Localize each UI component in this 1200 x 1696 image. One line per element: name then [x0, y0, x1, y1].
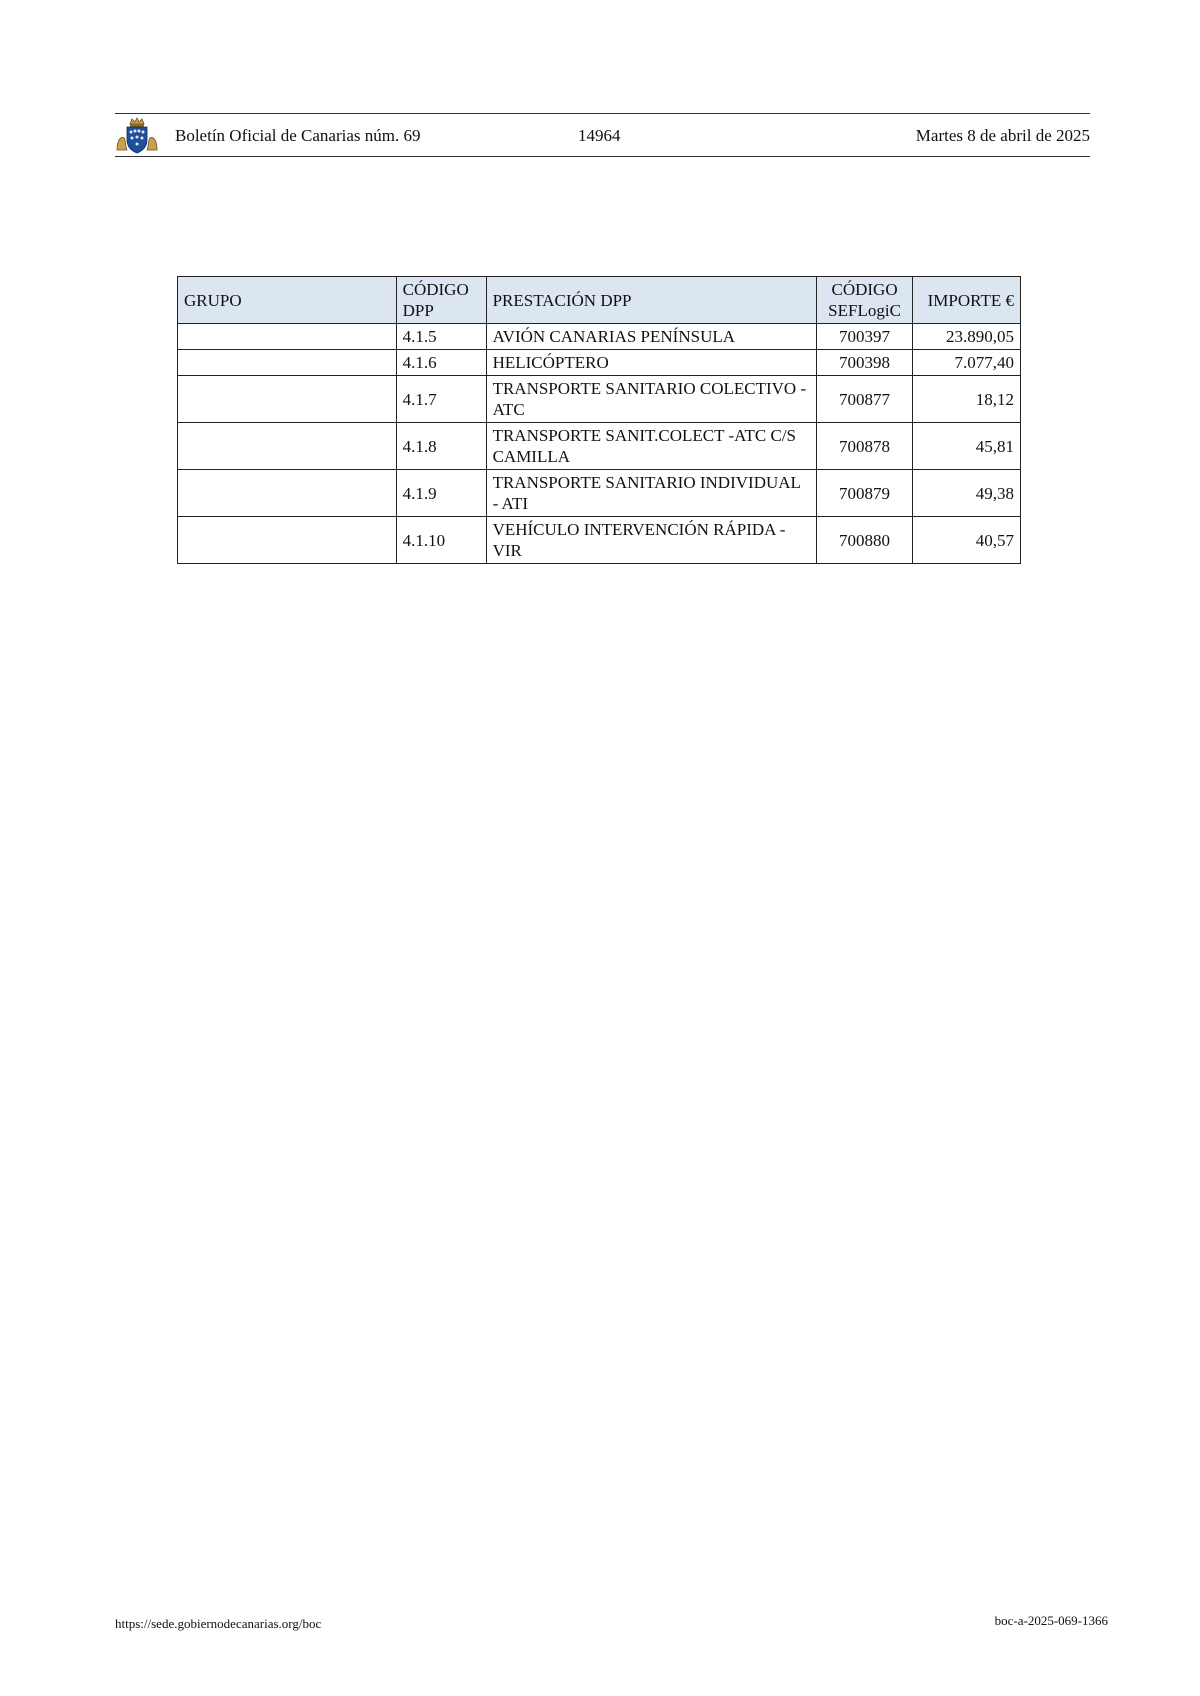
cell-codigo-dpp: 4.1.9 [396, 470, 486, 517]
col-header-codigo-dpp: CÓDIGO DPP [396, 277, 486, 324]
canarias-coat-of-arms-icon [115, 116, 159, 154]
cell-prestacion: TRANSPORTE SANIT.COLECT -ATC C/S CAMILLA [486, 423, 816, 470]
cell-prestacion: TRANSPORTE SANITARIO COLECTIVO - ATC [486, 376, 816, 423]
cell-grupo [178, 376, 397, 423]
table-row [178, 423, 1021, 470]
cell-codigo-seflogic: 700878 [817, 423, 913, 470]
cell-importe: 23.890,05 [913, 324, 1021, 350]
page-header [115, 113, 1090, 157]
cell-codigo-dpp: 4.1.8 [396, 423, 486, 470]
table-row [178, 350, 1021, 376]
table-row [178, 324, 1021, 350]
cell-importe: 45,81 [913, 423, 1021, 470]
col-header-grupo: GRUPO [178, 277, 397, 324]
col-header-importe: IMPORTE € [913, 277, 1021, 324]
cell-codigo-dpp: 4.1.5 [396, 324, 486, 350]
publication-date: Martes 8 de abril de 2025 [915, 126, 1090, 145]
col-header-codigo-seflogic: CÓDIGO SEFLogiC [817, 277, 913, 324]
footer-doc-id: boc-a-2025-069-1366 [994, 1613, 1108, 1628]
cell-importe: 40,57 [913, 517, 1021, 564]
cell-codigo-dpp: 4.1.7 [396, 376, 486, 423]
cell-codigo-seflogic: 700880 [817, 517, 913, 564]
cell-codigo-seflogic: 700879 [817, 470, 913, 517]
cell-importe: 18,12 [913, 376, 1021, 423]
cell-prestacion: HELICÓPTERO [486, 350, 816, 376]
col-header-prestacion-dpp: PRESTACIÓN DPP [486, 277, 816, 324]
cell-codigo-dpp: 4.1.10 [396, 517, 486, 564]
cell-prestacion: TRANSPORTE SANITARIO INDIVIDUAL - ATI [486, 470, 816, 517]
cell-grupo [178, 324, 397, 350]
cell-codigo-dpp: 4.1.6 [396, 350, 486, 376]
footer-url[interactable]: https://sede.gobiernodecanarias.org/boc [115, 1616, 322, 1631]
page-number: 14964 [578, 126, 621, 145]
cell-importe: 7.077,40 [913, 350, 1021, 376]
cell-codigo-seflogic: 700398 [817, 350, 913, 376]
table-header [178, 277, 1021, 324]
bulletin-title: Boletín Oficial de Canarias núm. 69 [175, 126, 421, 145]
cell-prestacion: VEHÍCULO INTERVENCIÓN RÁPIDA - VIR [486, 517, 816, 564]
table-row [178, 517, 1021, 564]
table-row [178, 376, 1021, 423]
cell-grupo [178, 350, 397, 376]
dpp-prices-table [177, 276, 1021, 564]
table-body [178, 324, 1021, 564]
cell-importe: 49,38 [913, 470, 1021, 517]
cell-prestacion: AVIÓN CANARIAS PENÍNSULA [486, 324, 816, 350]
cell-codigo-seflogic: 700397 [817, 324, 913, 350]
cell-grupo [178, 517, 397, 564]
table-header-row [178, 277, 1021, 324]
cell-codigo-seflogic: 700877 [817, 376, 913, 423]
cell-grupo [178, 423, 397, 470]
cell-grupo [178, 470, 397, 517]
table-row [178, 470, 1021, 517]
